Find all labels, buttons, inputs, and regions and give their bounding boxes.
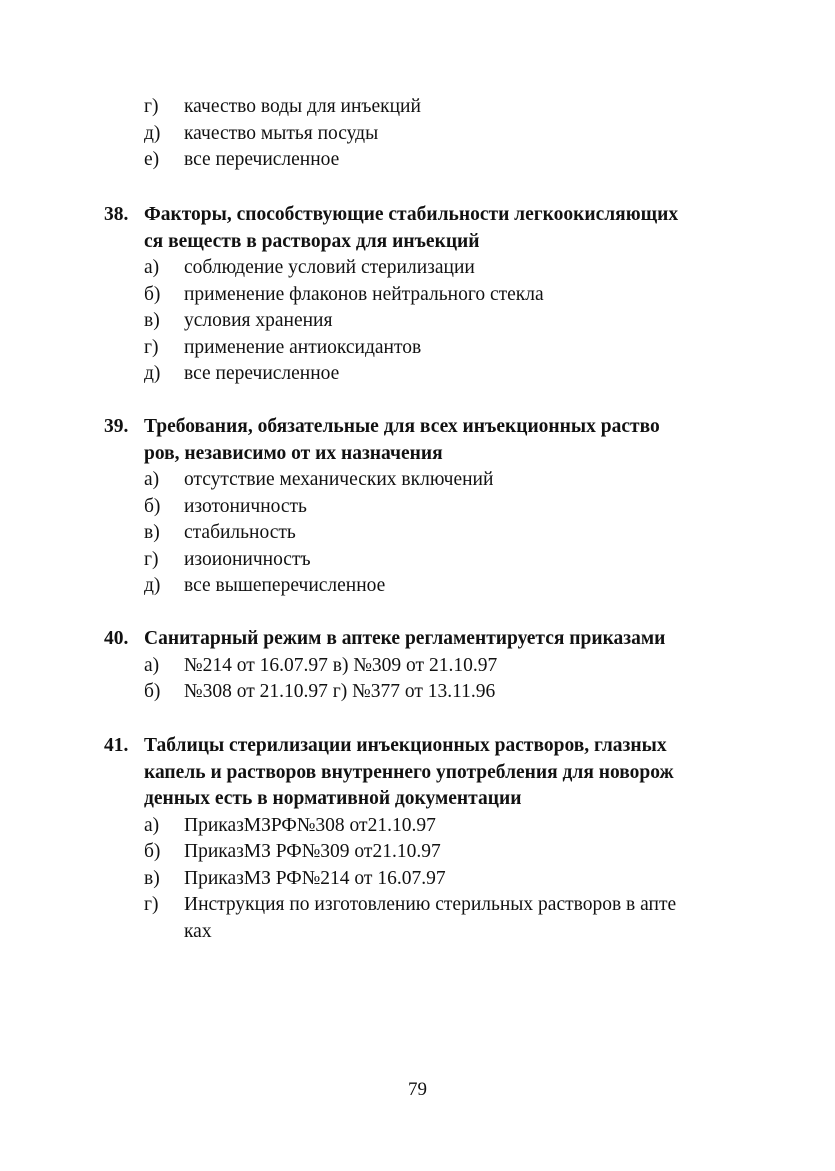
option-letter: д) bbox=[144, 363, 161, 384]
option-item bbox=[104, 573, 744, 600]
question-text-line: денных есть в нормативной документации bbox=[144, 788, 522, 809]
option-letter: а) bbox=[144, 814, 160, 836]
option-text: стабильность bbox=[184, 522, 296, 543]
option-item bbox=[104, 121, 744, 148]
option-item bbox=[104, 494, 744, 521]
question-text-line: Санитарный режим в аптеке регламентируется приказами bbox=[144, 628, 666, 649]
option-item bbox=[104, 892, 744, 919]
question-41 bbox=[104, 733, 744, 945]
option-letter: е) bbox=[144, 149, 160, 170]
option-text: качество воды для инъекций bbox=[184, 96, 421, 117]
previous-question-options bbox=[104, 94, 744, 174]
option-item bbox=[104, 813, 744, 840]
question-number: 40. bbox=[104, 628, 129, 649]
option-text: ПриказМЗРФ№308 от21.10.97 bbox=[184, 814, 436, 836]
option-item bbox=[104, 147, 744, 174]
question-heading bbox=[104, 414, 744, 441]
option-item bbox=[104, 94, 744, 121]
option-letter: в) bbox=[144, 310, 160, 331]
option-letter: а) bbox=[144, 257, 160, 278]
question-heading bbox=[104, 733, 744, 760]
option-item bbox=[104, 839, 744, 866]
option-item bbox=[104, 255, 744, 282]
option-letter: в) bbox=[144, 522, 160, 543]
question-39 bbox=[104, 414, 744, 600]
option-text: Инструкция по изготовлению стерильных растворов в апте bbox=[184, 894, 677, 915]
option-letter: в) bbox=[144, 867, 160, 889]
question-text-line: Требования, обязательные для всех инъекционных раство bbox=[144, 416, 660, 437]
option-item bbox=[104, 679, 744, 706]
question-text-line: ся веществ в растворах для инъекций bbox=[144, 230, 480, 252]
option-text: №214 от 16.07.97 в) №309 от 21.10.97 bbox=[184, 654, 498, 676]
question-text-line: ров, независимо от их назначения bbox=[144, 442, 443, 464]
option-text: качество мытья посуды bbox=[184, 122, 379, 144]
option-letter: д) bbox=[144, 122, 161, 144]
option-letter: а) bbox=[144, 654, 160, 676]
option-item bbox=[104, 335, 744, 362]
option-text: применение антиоксидантов bbox=[184, 336, 422, 358]
option-text: соблюдение условий стерилизации bbox=[184, 257, 475, 278]
option-text: изотоничность bbox=[184, 495, 307, 517]
option-item bbox=[104, 520, 744, 547]
question-text-line: капель и растворов внутреннего употребления для новорож bbox=[144, 761, 674, 783]
option-text: изоионичностъ bbox=[184, 548, 311, 570]
option-item bbox=[104, 866, 744, 893]
option-item bbox=[104, 308, 744, 335]
option-text: ПриказМЗ РФ№214 от 16.07.97 bbox=[184, 867, 446, 889]
option-text-continuation: ках bbox=[184, 920, 212, 942]
question-text-line: Факторы, способствующие стабильности легкоокисляющих bbox=[144, 204, 679, 225]
option-letter: д) bbox=[144, 575, 161, 596]
option-text: отсутствие механических включений bbox=[184, 469, 494, 490]
question-number: 38. bbox=[104, 204, 129, 225]
option-letter: г) bbox=[144, 96, 159, 117]
question-38 bbox=[104, 202, 744, 388]
option-text: все перечисленное bbox=[184, 363, 340, 384]
option-item bbox=[104, 547, 744, 574]
option-letter: г) bbox=[144, 336, 159, 358]
option-letter: б) bbox=[144, 283, 161, 305]
option-item bbox=[104, 361, 744, 388]
question-heading bbox=[104, 202, 744, 229]
question-40 bbox=[104, 626, 744, 706]
question-heading bbox=[104, 626, 744, 653]
option-letter: б) bbox=[144, 681, 161, 702]
option-letter: б) bbox=[144, 495, 161, 517]
question-number: 41. bbox=[104, 735, 129, 756]
option-item bbox=[104, 653, 744, 680]
option-text: №308 от 21.10.97 г) №377 от 13.11.96 bbox=[184, 681, 496, 702]
option-letter: г) bbox=[144, 894, 159, 915]
option-text: применение флаконов нейтрального стекла bbox=[184, 283, 544, 305]
option-letter: б) bbox=[144, 841, 161, 862]
option-letter: а) bbox=[144, 469, 160, 490]
option-item bbox=[104, 467, 744, 494]
option-text: все вышеперечисленное bbox=[184, 575, 386, 596]
question-number: 39. bbox=[104, 416, 129, 437]
option-text: ПриказМЗ РФ№309 от21.10.97 bbox=[184, 841, 441, 862]
option-text: все перечисленное bbox=[184, 149, 340, 170]
option-letter: г) bbox=[144, 548, 159, 570]
page-number: 79 bbox=[408, 1079, 427, 1100]
question-text-line: Таблицы стерилизации инъекционных растворов, глазных bbox=[144, 735, 667, 756]
option-item bbox=[104, 282, 744, 309]
option-text: условия хранения bbox=[184, 310, 333, 331]
